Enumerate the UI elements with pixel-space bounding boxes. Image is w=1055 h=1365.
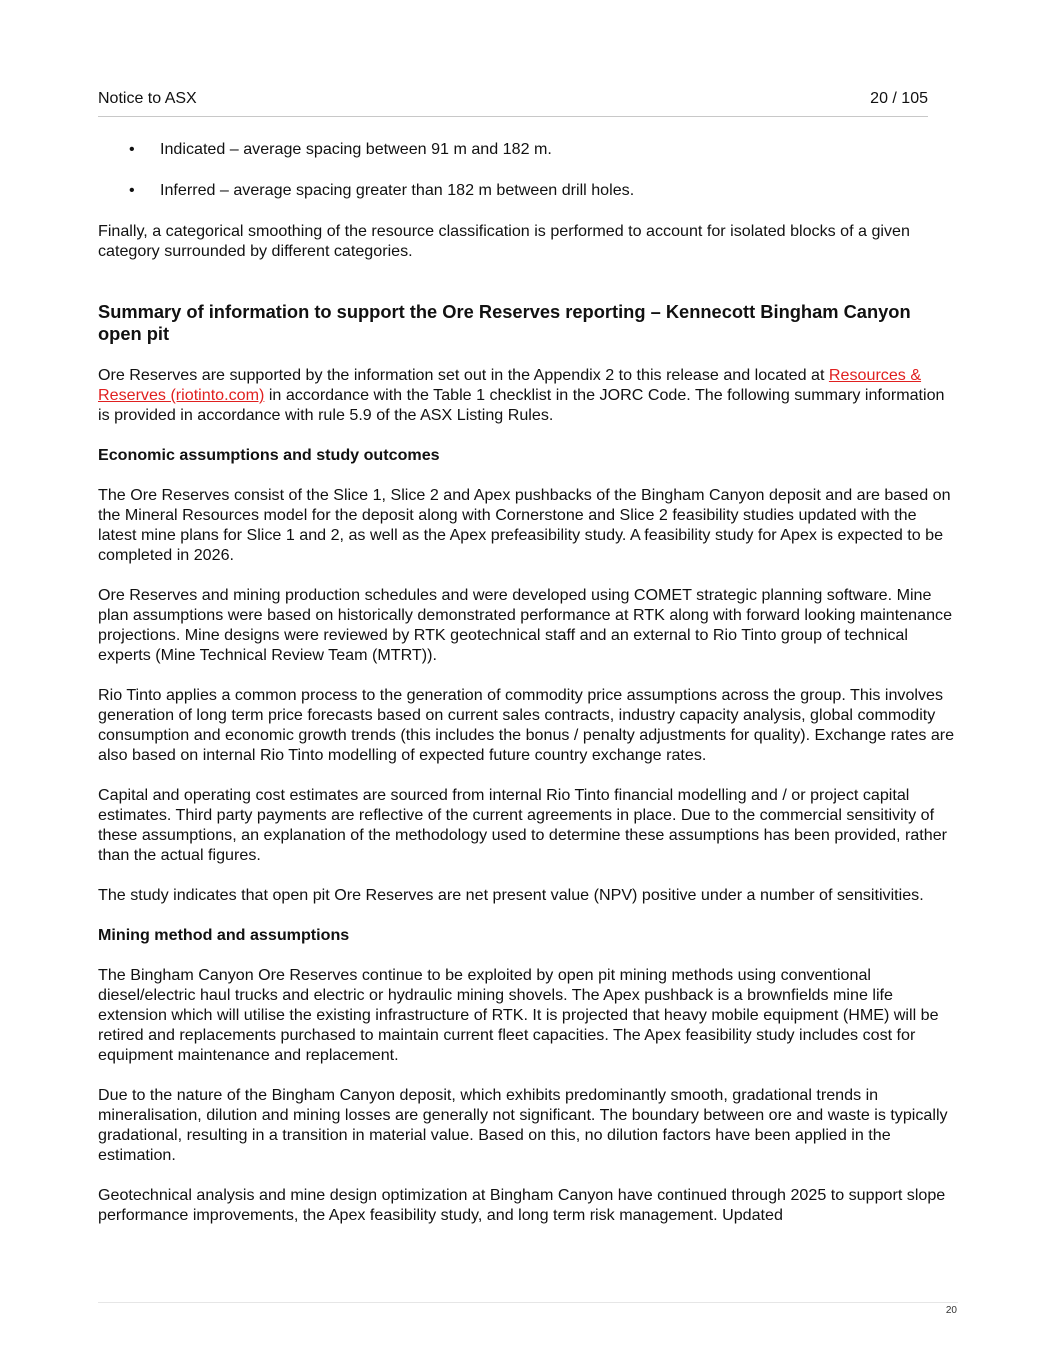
footer-page-number: 20	[945, 1305, 957, 1316]
subheading-economic: Economic assumptions and study outcomes	[98, 446, 440, 464]
classification-bullet-list	[98, 139, 958, 200]
list-item-text: Indicated – average spacing between 91 m and 182 m.	[160, 140, 552, 158]
section-heading: Summary of information to support the Ore Reserves reporting – Kennecott Bingham Canyon open pit	[98, 301, 911, 344]
paragraph: Rio Tinto applies a common process to the generation of commodity price assumptions across the group. This involves generation of long term price forecasts based on current sales contracts, industry capacity analysis, global commodity consumption and economic growth trends (this includes the bonus / penalty adjustments for quality). Exchange rates are also based on internal Rio Tinto modelling of expected future country exchange rates.	[98, 686, 955, 764]
document-body	[98, 139, 958, 1245]
header-divider	[98, 116, 928, 117]
list-item	[98, 139, 958, 159]
paragraph-intro	[98, 365, 958, 425]
list-item-text: Inferred – average spacing greater than 182 m between drill holes.	[160, 181, 635, 199]
paragraph: Ore Reserves and mining production schedules and were developed using COMET strategic planning software. Mine plan assumptions were based on historically demonstrated performance at RTK along with forward looking maintenance projections. Mine designs were reviewed by RTK geotechnical staff and an external to Rio Tinto group of technical experts (Mine Technical Review Team (MTRT)).	[98, 586, 953, 664]
footer-divider	[98, 1302, 958, 1303]
resources-reserves-link[interactable]: Resources & Reserves (riotinto.com)	[98, 366, 922, 404]
header-title: Notice to ASX	[98, 90, 197, 107]
bullet-icon: •	[129, 181, 135, 199]
paragraph: The Bingham Canyon Ore Reserves continue to be exploited by open pit mining methods using conventional diesel/electric haul trucks and electric or hydraulic mining shovels. The Apex pushback is a brownfields mine life extension which will utilise the existing infrastructure of RTK. It is projected that heavy mobile equipment (HME) will be retired and replacements purchased to maintain current fleet capacities. The Apex feasibility study includes cost for equipment maintenance and replacement.	[98, 966, 939, 1064]
list-item	[98, 180, 958, 200]
header-page-indicator: 20 / 105	[870, 90, 928, 107]
paragraph: Due to the nature of the Bingham Canyon deposit, which exhibits predominantly smooth, gradational trends in mineralisation, dilution and mining losses are generally not significant. The boundary between ore and waste is typically gradational, resulting in a transition in material value. Based on this, no dilution factors have been applied in the estimation.	[98, 1086, 948, 1164]
paragraph-smoothing: Finally, a categorical smoothing of the resource classification is performed to account for isolated blocks of a given category surrounded by different categories.	[98, 222, 910, 260]
paragraph: Geotechnical analysis and mine design optimization at Bingham Canyon have continued through 2025 to support slope performance improvements, the Apex feasibility study, and long term risk management. Updated	[98, 1186, 946, 1224]
bullet-icon: •	[129, 140, 135, 158]
paragraph: The study indicates that open pit Ore Reserves are net present value (NPV) positive under a number of sensitivities.	[98, 886, 924, 904]
page-header	[98, 89, 928, 109]
paragraph: The Ore Reserves consist of the Slice 1, Slice 2 and Apex pushbacks of the Bingham Canyon deposit and are based on the Mineral Resources model for the deposit along with Cornerstone and Slice 2 feasibility studies updated with the latest mine plans for Slice 1 and 2, as well as the Apex prefeasibility study. A feasibility study for Apex is expected to be completed in 2026.	[98, 486, 951, 564]
subheading-mining: Mining method and assumptions	[98, 926, 350, 944]
intro-text-before: Ore Reserves are supported by the information set out in the Appendix 2 to this release and located at	[98, 366, 829, 384]
paragraph: Capital and operating cost estimates are sourced from internal Rio Tinto financial modelling and / or project capital estimates. Third party payments are reflective of the current agreements in place. Due to the commercial sensitivity of these assumptions, an explanation of the methodology used to determine these assumptions has been provided, rather than the actual figures.	[98, 786, 948, 864]
intro-text-after: in accordance with the Table 1 checklist in the JORC Code. The following summary information is provided in accordance with rule 5.9 of the ASX Listing Rules.	[98, 386, 945, 424]
